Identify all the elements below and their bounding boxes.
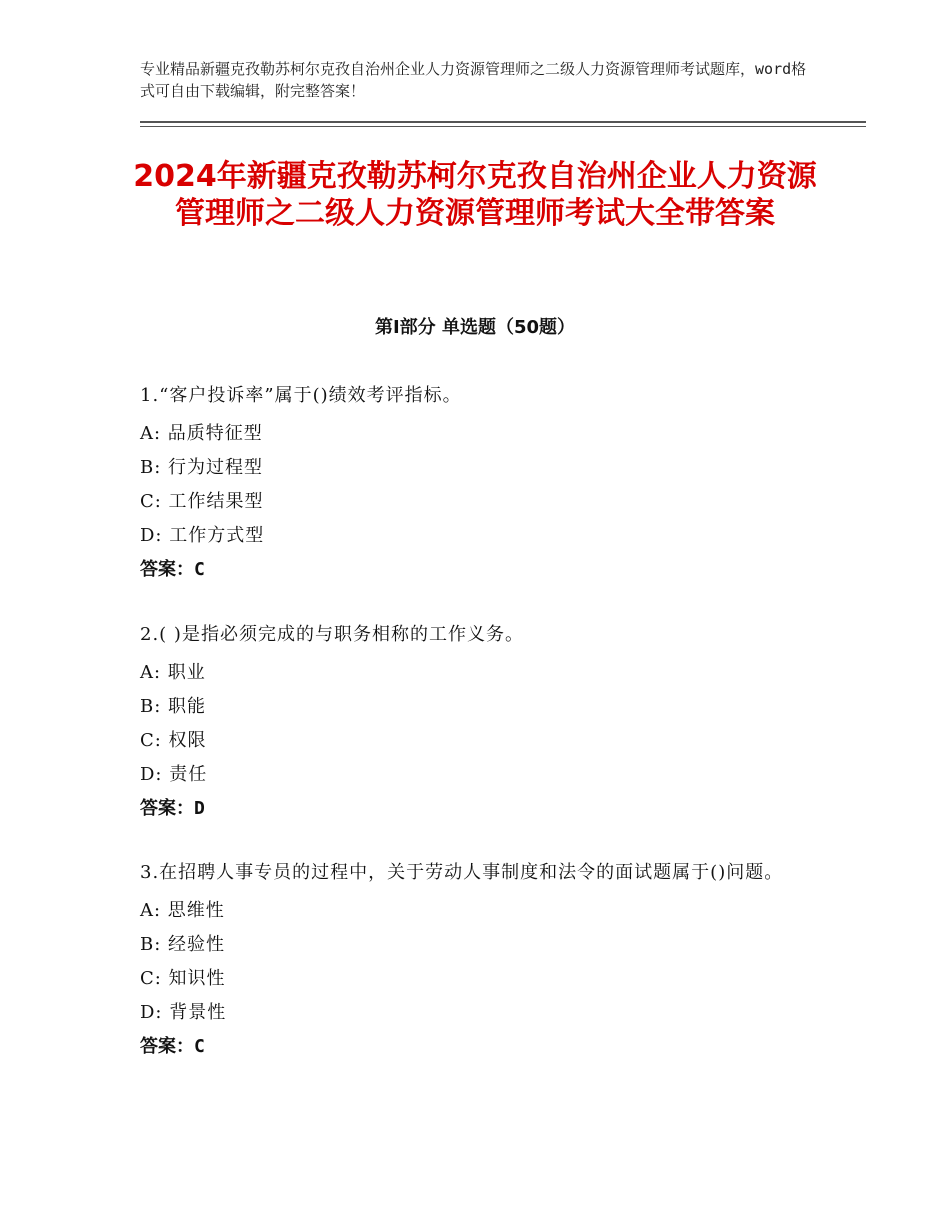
answer-label: 答案：D <box>140 798 205 819</box>
option-d: D: 责任 <box>140 764 208 785</box>
option-c: C: 权限 <box>140 730 207 751</box>
document-title: 2024年新疆克孜勒苏柯尔克孜自治州企业人力资源管理师之二级人力资源管理师考试大全带答案 <box>133 159 817 231</box>
question-2 <box>140 622 830 826</box>
option-a: A: 思维性 <box>140 900 225 921</box>
option-c: C: 工作结果型 <box>140 491 264 512</box>
header-divider-thin <box>140 126 866 127</box>
answer-label: 答案：C <box>140 1036 205 1057</box>
option-c: C: 知识性 <box>140 968 226 989</box>
option-b: B: 经验性 <box>140 934 226 955</box>
question-stem: 3.在招聘人事专员的过程中，关于劳动人事制度和法令的面试题属于()问题。 <box>140 862 784 883</box>
question-stem: 2.( )是指必须完成的与职务相称的工作义务。 <box>140 624 524 645</box>
header-divider-thick <box>140 121 866 123</box>
option-b: B: 职能 <box>140 696 207 717</box>
section-heading: 第Ⅰ部分 单选题（50题） <box>374 317 575 338</box>
question-1 <box>140 383 830 587</box>
option-a: A: 职业 <box>140 662 206 683</box>
option-d: D: 工作方式型 <box>140 525 265 546</box>
option-b: B: 行为过程型 <box>140 457 264 478</box>
option-a: A: 品质特征型 <box>140 423 263 444</box>
question-stem: 1.“客户投诉率”属于()绩效考评指标。 <box>140 385 462 406</box>
question-3 <box>140 860 830 1064</box>
header-note: 专业精品新疆克孜勒苏柯尔克孜自治州企业人力资源管理师之二级人力资源管理师考试题库，word格式可自由下载编辑，附完整答案！ <box>140 60 807 100</box>
answer-label: 答案：C <box>140 559 205 580</box>
option-d: D: 背景性 <box>140 1002 227 1023</box>
